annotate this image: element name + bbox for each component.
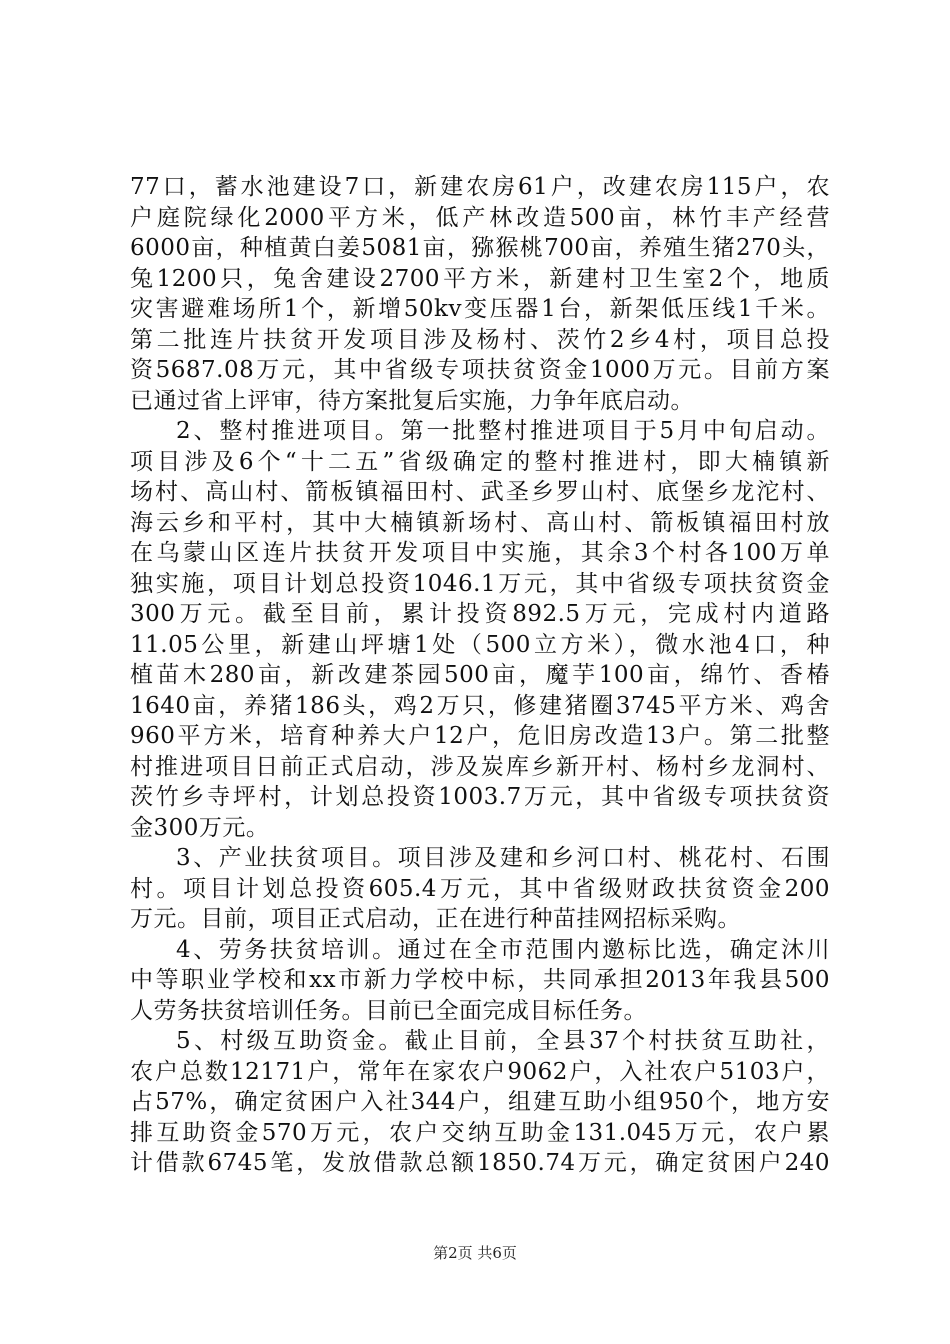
text-line: 中等职业学校和xx市新力学校中标，共同承担2013年我县500 <box>130 967 830 993</box>
text-line: 万元。目前，项目正式启动，正在进行种苗挂网招标采购。 <box>130 906 741 932</box>
text-line: 6000亩，种植黄白姜5081亩，猕猴桃700亩，养殖生猪270头， <box>130 235 830 261</box>
text-line: 960平方米，培育种养大户12户，危旧房改造13户。第二批整 <box>130 723 830 749</box>
text-line: 户庭院绿化2000平方米，低产林改造500亩，林竹丰产经营 <box>130 204 830 231</box>
text-line: 占57%，确定贫困户入社344户，组建互助小组950个，地方安 <box>130 1089 830 1115</box>
paragraph-start-line: 4、劳务扶贫培训。通过在全市范围内邀标比选，确定沐川 <box>176 936 830 963</box>
text-line: 独实施，项目计划总投资1046.1万元，其中省级专项扶贫资金 <box>130 570 830 597</box>
text-line: 计借款6745笔，发放借款总额1850.74万元，确定贫困户240 <box>130 1150 830 1176</box>
text-line: 植苗木280亩，新改建茶园500亩，魔芋100亩，绵竹、香椿 <box>130 662 830 688</box>
text-line: 人劳务扶贫培训任务。目前已全面完成目标任务。 <box>130 997 647 1024</box>
text-line: 第二批连片扶贫开发项目涉及杨村、茨竹2乡4村，项目总投 <box>130 326 830 353</box>
page-footer: 第2页 共6页 <box>433 1244 517 1262</box>
text-line: 项目涉及6个“十二五”省级确定的整村推进村，即大楠镇新 <box>130 448 830 475</box>
text-line: 场村、高山村、箭板镇福田村、武圣乡罗山村、底堡乡龙沱村、 <box>130 479 830 505</box>
text-line: 已通过省上评审，待方案批复后实施，力争年底启动。 <box>130 387 694 414</box>
text-line: 77口，蓄水池建设7口，新建农房61户，改建农房115户，农 <box>130 174 830 200</box>
text-line: 兔1200只，兔舍建设2700平方米，新建村卫生室2个，地质 <box>130 265 830 292</box>
text-line: 在乌蒙山区连片扶贫开发项目中实施，其余3个村各100万单 <box>130 540 830 566</box>
text-line: 灾害避难场所1个，新增50kv变压器1台，新架低压线1千米。 <box>130 296 830 322</box>
body-text <box>130 172 830 1179</box>
text-line: 金300万元。 <box>130 814 270 841</box>
text-line: 排互助资金570万元，农户交纳互助金131.045万元，农户累 <box>130 1119 830 1146</box>
text-line: 海云乡和平村，其中大楠镇新场村、高山村、箭板镇福田村放 <box>130 509 830 536</box>
text-line: 1640亩，养猪186头，鸡2万只，修建猪圈3745平方米、鸡舍 <box>130 692 830 719</box>
text-line: 资5687.08万元，其中省级专项扶贫资金1000万元。目前方案 <box>130 357 830 383</box>
paragraph-start-line: 3、产业扶贫项目。项目涉及建和乡河口村、桃花村、石围 <box>176 845 830 871</box>
text-line: 农户总数12171户，常年在家农户9062户，入社农户5103户， <box>130 1058 830 1085</box>
text-line: 11.05公里，新建山坪塘1处（500立方米），微水池4口，种 <box>130 631 830 658</box>
text-line: 村推进项目日前正式启动，涉及炭库乡新开村、杨村乡龙洞村、 <box>130 753 830 780</box>
text-line: 茨竹乡寺坪村，计划总投资1003.7万元，其中省级专项扶贫资 <box>130 784 830 810</box>
text-line: 村。项目计划总投资605.4万元，其中省级财政扶贫资金200 <box>130 875 830 902</box>
text-line: 300万元。截至目前，累计投资892.5万元，完成村内道路 <box>130 601 830 627</box>
paragraph-start-line: 5、村级互助资金。截止目前，全县37个村扶贫互助社， <box>176 1028 830 1054</box>
paragraph-start-line: 2、整村推进项目。第一批整村推进项目于5月中旬启动。 <box>176 418 830 444</box>
